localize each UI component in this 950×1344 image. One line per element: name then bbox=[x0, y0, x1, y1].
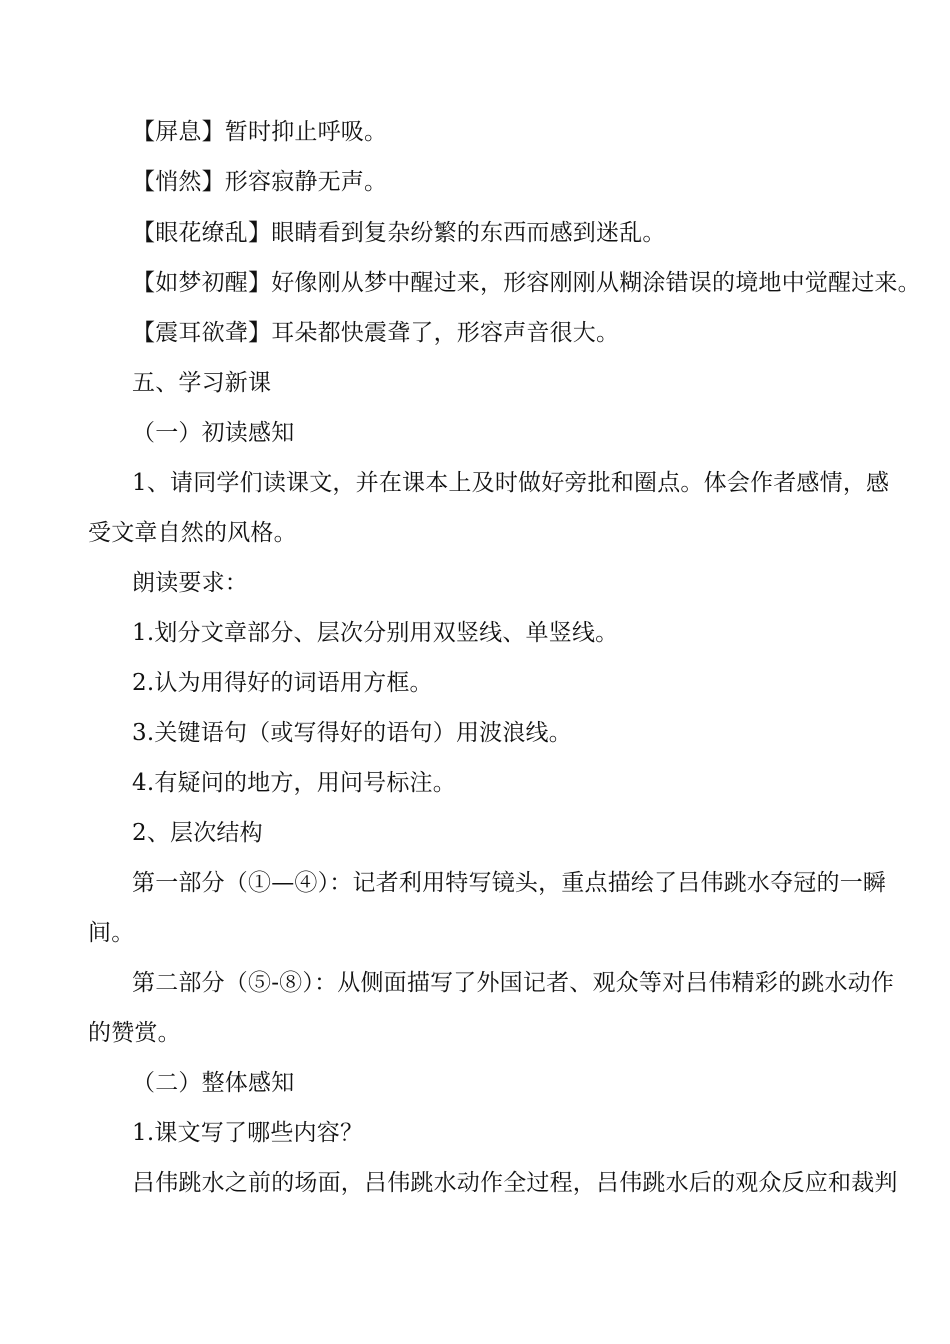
part-1-line-2: 间。 bbox=[88, 920, 135, 946]
term-yanhualiaoluan: 【眼花缭乱】眼睛看到复杂纷繁的东西而感到迷乱。 bbox=[132, 220, 666, 246]
reading-requirements-label: 朗读要求： bbox=[132, 570, 248, 596]
part-2-line-2: 的赞赏。 bbox=[88, 1020, 181, 1046]
section-heading-5: 五、学习新课 bbox=[132, 370, 272, 396]
requirement-1: 1.划分文章部分、层次分别用双竖线、单竖线。 bbox=[132, 620, 619, 646]
subsection-heading-2: （二）整体感知 bbox=[132, 1070, 295, 1096]
term-zhenêryulong: 【震耳欲聋】耳朵都快震聋了，形容声音很大。 bbox=[132, 320, 620, 346]
part-2-line-1: 第二部分（⑤-⑧）：从侧面描写了外国记者、观众等对吕伟精彩的跳水动作 bbox=[132, 970, 895, 996]
requirement-2: 2.认为用得好的词语用方框。 bbox=[132, 670, 433, 696]
requirement-3: 3.关键语句（或写得好的语句）用波浪线。 bbox=[132, 720, 572, 746]
structure-heading: 2、层次结构 bbox=[132, 820, 263, 846]
term-rumengchuxing: 【如梦初醒】好像刚从梦中醒过来，形容刚刚从糊涂错误的境地中觉醒过来。 bbox=[132, 270, 921, 296]
term-qiaoran: 【悄然】形容寂静无声。 bbox=[132, 169, 388, 195]
requirement-4: 4.有疑问的地方，用问号标注。 bbox=[132, 770, 456, 796]
question-1: 1.课文写了哪些内容？ bbox=[132, 1120, 364, 1146]
term-pingxi: 【屏息】暂时抑止呼吸。 bbox=[132, 119, 388, 145]
subsection-heading-1: （一）初读感知 bbox=[132, 420, 295, 446]
part-1-line-1: 第一部分（①—④）：记者利用特写镜头，重点描绘了吕伟跳水夺冠的一瞬 bbox=[132, 870, 887, 896]
paragraph-1-line-1: 1、请同学们读课文，并在课本上及时做好旁批和圈点。体会作者感情，感 bbox=[132, 470, 890, 496]
paragraph-1-line-2: 受文章自然的风格。 bbox=[88, 520, 297, 546]
answer-line-1: 吕伟跳水之前的场面，吕伟跳水动作全过程，吕伟跳水后的观众反应和裁判 bbox=[132, 1170, 898, 1196]
